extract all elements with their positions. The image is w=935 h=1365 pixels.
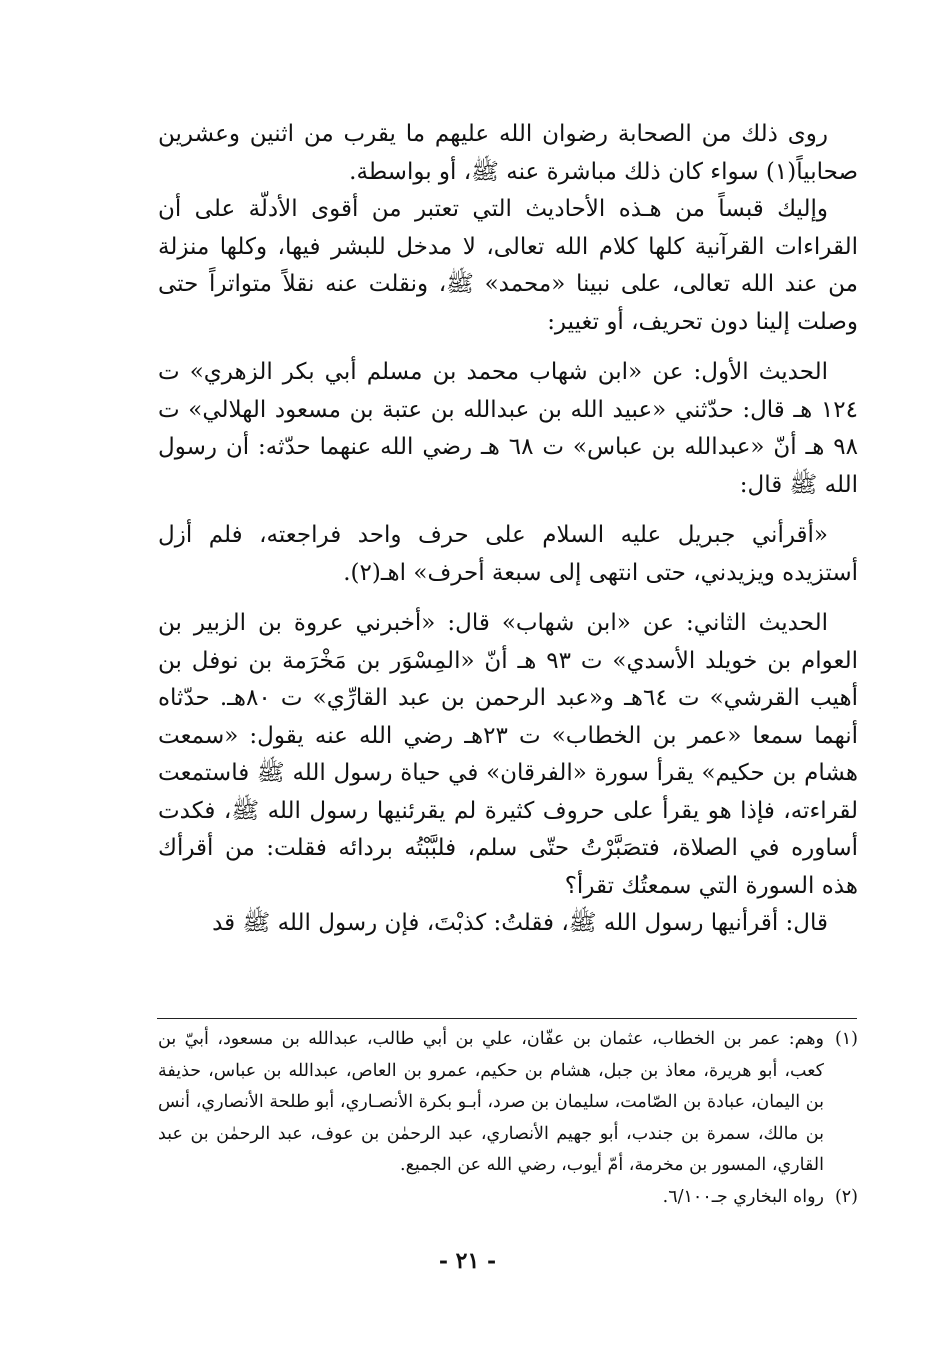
paragraph-evidence: وإليك قبساً من هـذه الأحاديث التي تعتبر من أقوى الأدلّة على أن القراءات القرآنية كلها كلام الله تعالى، لا مدخل للبشر فيها، وكلها منزلة من عند الله تعالى، على نبينا «محمد» ﷺ، ونقلت عنه نقلاً متواتراً حتى وصلت إلينا دون تحريف، أو تغيير: — [158, 196, 858, 335]
footnote-divider — [157, 1018, 857, 1019]
footnote-2-text: رواه البخاري جـ٦/١٠٠. — [662, 1186, 824, 1207]
paragraph-hadith-one: الحديث الأول: عن «ابن شهاب محمد بن مسلم أبي بكر الزهري» ت ١٢٤ هـ قال: حدّثني «عبيد الله بن عبدالله بن عتبة بن مسعود الهلالي» ت ٩٨ هـ أنّ «عبدالله بن عباس» ت ٦٨ هـ رضي الله عنهما حدّثه: أن رسول الله ﷺ قال: — [158, 359, 858, 498]
footnote-1 — [158, 1024, 858, 1182]
main-text-block — [158, 116, 858, 943]
paragraph-intro: روى ذلك من الصحابة رضوان الله عليهم ما يقرب من اثنين وعشرين صحابياً(١) سواء كان ذلك مباشرة عنه ﷺ، أو بواسطة. — [158, 121, 858, 185]
footnote-2 — [158, 1182, 858, 1214]
paragraph-hadith-two: الحديث الثاني: عن «ابن شهاب» قال: «أخبرني عروة بن الزبير بن العوام بن خويلد الأسدي» ت ٩٣ هـ أنّ «المِسْوَر بن مَخْرَمة بن نوفل بن أهيب القرشي» ت ٦٤هـ و«عبد الرحمن بن عبد القارِّي» ت ٨٠هـ. حدّثاه أنهما سمعا «عمر بن الخطاب» ت ٢٣هـ رضي الله عنه يقول: «سمعت هشام بن حكيم» يقرأ سورة «الفرقان» في حياة رسول الله ﷺ فاستمعت لقراءته، فإذا هو يقرأ على حروف كثيرة لم يقرئنيها رسول الله ﷺ، فكدت أساوره في الصلاة، فتصَبَّرْتُ حتّى سلم، فلبَّبْتُه بردائه فقلت: من أقرأك هذه السورة التي سمعتُك تقرأ؟ — [158, 610, 859, 899]
page-number: - ٢١ - — [438, 1248, 497, 1274]
footnote-2-marker: (٢) — [834, 1186, 858, 1207]
footnote-1-marker: (١) — [834, 1029, 858, 1049]
footnotes-section — [158, 1024, 858, 1213]
footnote-1-text: وهم: عمر بن الخطاب، عثمان بن عفّان، علي بن أبي طالب، عبدالله بن مسعود، أبيّ بن كعب، أبو هريرة، معاذ بن جبل، هشام بن حكيم، عمرو بن العاص، عبدالله بن عباس، حذيفة بن اليمان، عبادة بن الصّامت، سليمان بن صرد، أبـو بكرة الأنصـاري، أبو طلحة الأنصاري، أنس بن مالك، سمرة بن جندب، أبو جهيم الأنصاري، عبد الرحمٰن بن عوف، عبد الرحمٰن بن عبد القاري، المسور بن مخرمة، أمّ أيوب، رضي الله عن الجميع. — [158, 1029, 824, 1175]
paragraph-hadith-one-quote: «أقرأني جبريل عليه السلام على حرف واحد فراجعته، فلم أزل أستزيده ويزيدني، حتى انتهى إلى سبعة أحرف» اهـ(٢). — [158, 522, 858, 586]
paragraph-hadith-two-continued: قال: أقرأنيها رسول الله ﷺ، فقلتُ: كذبْتَ، فإن رسول الله ﷺ قد — [212, 910, 828, 936]
